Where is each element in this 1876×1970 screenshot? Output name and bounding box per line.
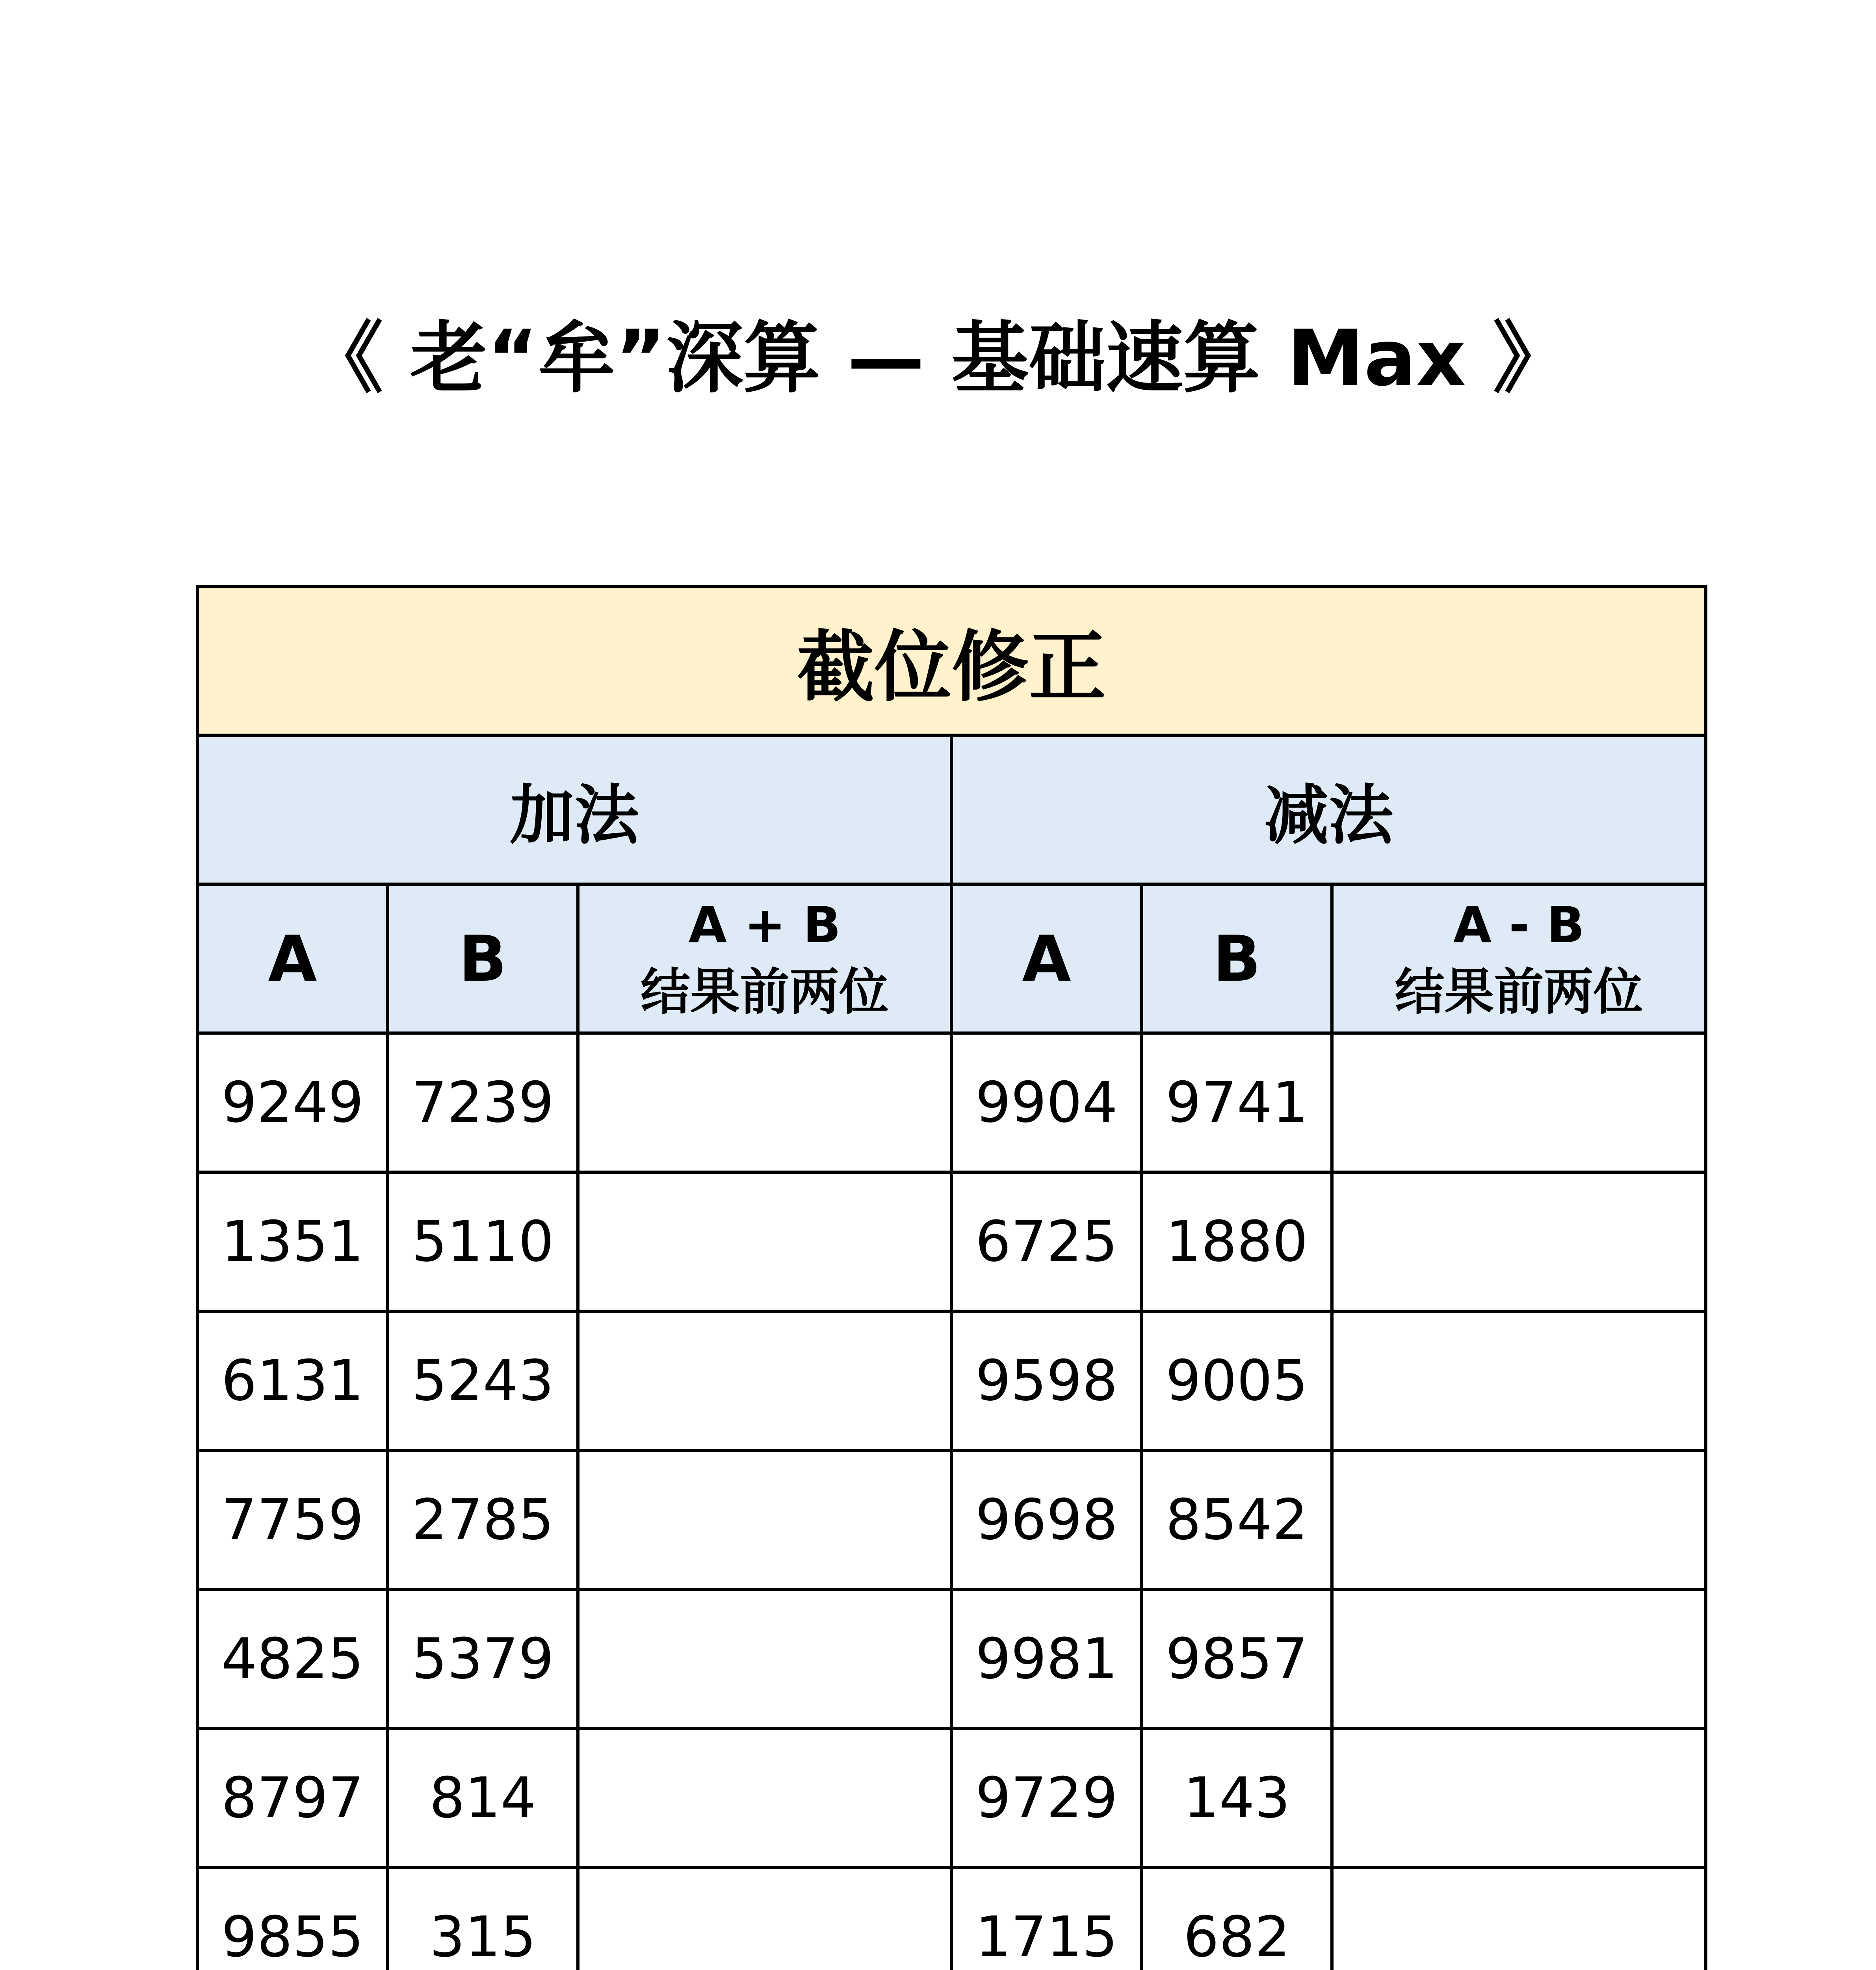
subtraction-result-column xyxy=(1332,884,1706,1033)
subtraction-a-cell: 6725 xyxy=(951,1172,1142,1311)
addition-a-cell: 9249 xyxy=(197,1033,388,1172)
table-row xyxy=(197,1728,1706,1868)
table-row xyxy=(197,1450,1706,1589)
addition-column-a: A xyxy=(197,884,388,1033)
subtraction-a-cell: 9598 xyxy=(951,1311,1142,1450)
table-row xyxy=(197,1589,1706,1728)
addition-answer-cell[interactable] xyxy=(578,1589,951,1728)
addition-result-formula: A + B xyxy=(688,896,841,954)
addition-column-b: B xyxy=(388,884,578,1033)
subtraction-b-cell: 1880 xyxy=(1142,1172,1332,1311)
subtraction-b-cell: 682 xyxy=(1142,1868,1332,1970)
subtraction-result-caption: 结果前两位 xyxy=(1395,963,1643,1021)
subtraction-b-cell: 143 xyxy=(1142,1728,1332,1868)
addition-b-cell: 814 xyxy=(388,1728,578,1868)
addition-b-cell: 7239 xyxy=(388,1033,578,1172)
addition-b-cell: 315 xyxy=(388,1868,578,1970)
subtraction-a-cell: 9981 xyxy=(951,1589,1142,1728)
addition-a-cell: 4825 xyxy=(197,1589,388,1728)
subtraction-b-cell: 9741 xyxy=(1142,1033,1332,1172)
page-title: 《 老“牟”深算 — 基础速算 Max 》 xyxy=(306,314,1570,403)
column-header-row xyxy=(197,884,1706,1033)
subtraction-b-cell: 9857 xyxy=(1142,1589,1332,1728)
subtraction-answer-cell[interactable] xyxy=(1332,1033,1706,1172)
table-row xyxy=(197,1868,1706,1970)
subtraction-answer-cell[interactable] xyxy=(1332,1172,1706,1311)
addition-a-cell: 7759 xyxy=(197,1450,388,1589)
subtraction-answer-cell[interactable] xyxy=(1332,1450,1706,1589)
subtraction-group-header: 减法 xyxy=(951,735,1706,884)
addition-b-cell: 2785 xyxy=(388,1450,578,1589)
addition-a-cell: 6131 xyxy=(197,1311,388,1450)
table-banner: 截位修正 xyxy=(197,586,1706,735)
subtraction-a-cell: 1715 xyxy=(951,1868,1142,1970)
subtraction-answer-cell[interactable] xyxy=(1332,1728,1706,1868)
subtraction-b-cell: 9005 xyxy=(1142,1311,1332,1450)
subtraction-column-a: A xyxy=(951,884,1142,1033)
subtraction-a-cell: 9904 xyxy=(951,1033,1142,1172)
addition-answer-cell[interactable] xyxy=(578,1033,951,1172)
subtraction-b-cell: 8542 xyxy=(1142,1450,1332,1589)
subtraction-answer-cell[interactable] xyxy=(1332,1589,1706,1728)
table-row xyxy=(197,1172,1706,1311)
addition-answer-cell[interactable] xyxy=(578,1868,951,1970)
addition-group-header: 加法 xyxy=(197,735,951,884)
addition-b-cell: 5243 xyxy=(388,1311,578,1450)
banner-row xyxy=(197,586,1706,735)
addition-answer-cell[interactable] xyxy=(578,1172,951,1311)
addition-result-caption: 结果前两位 xyxy=(641,963,889,1021)
addition-result-column xyxy=(578,884,951,1033)
addition-answer-cell[interactable] xyxy=(578,1450,951,1589)
addition-b-cell: 5110 xyxy=(388,1172,578,1311)
subtraction-a-cell: 9698 xyxy=(951,1450,1142,1589)
addition-a-cell: 8797 xyxy=(197,1728,388,1868)
subtraction-answer-cell[interactable] xyxy=(1332,1311,1706,1450)
addition-a-cell: 9855 xyxy=(197,1868,388,1970)
table-row xyxy=(197,1311,1706,1450)
addition-b-cell: 5379 xyxy=(388,1589,578,1728)
subtraction-a-cell: 9729 xyxy=(951,1728,1142,1868)
table-row xyxy=(197,1033,1706,1172)
addition-a-cell: 1351 xyxy=(197,1172,388,1311)
addition-answer-cell[interactable] xyxy=(578,1311,951,1450)
subtraction-answer-cell[interactable] xyxy=(1332,1868,1706,1970)
subtraction-result-formula: A - B xyxy=(1453,896,1585,954)
subtraction-column-b: B xyxy=(1142,884,1332,1033)
group-header-row xyxy=(197,735,1706,884)
addition-answer-cell[interactable] xyxy=(578,1728,951,1868)
worksheet-table xyxy=(196,585,1707,1970)
